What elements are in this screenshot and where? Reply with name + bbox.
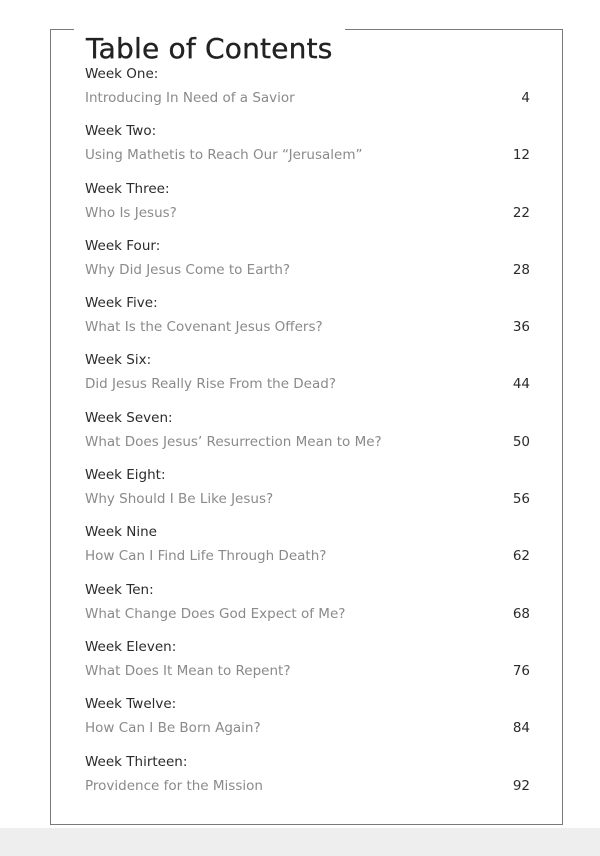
toc-list: [84, 62, 532, 807]
week-label: Week Nine: [85, 524, 157, 541]
page-number: 76: [512, 662, 530, 679]
toc-entry[interactable]: [84, 750, 532, 807]
week-label: Week Five:: [85, 295, 158, 312]
toc-entry[interactable]: [84, 177, 532, 234]
page-number: 92: [512, 777, 530, 794]
toc-entry[interactable]: [84, 463, 532, 520]
chapter-title: What Change Does God Expect of Me?: [85, 605, 346, 622]
page-number: 4: [521, 90, 530, 106]
week-label: Week Two:: [85, 123, 157, 140]
page-number: 62: [512, 548, 530, 565]
week-label: Week Twelve:: [85, 696, 177, 713]
page-number: 56: [512, 491, 530, 508]
page-title: Table of Contents: [74, 29, 345, 69]
toc-entry[interactable]: [84, 291, 532, 348]
week-label: Week Four:: [85, 237, 161, 254]
page-number: 50: [512, 433, 530, 450]
week-label: Week One:: [85, 66, 159, 82]
page-number: 84: [512, 720, 530, 737]
toc-entry[interactable]: [84, 692, 532, 749]
chapter-title: Did Jesus Really Rise From the Dead?: [85, 376, 336, 393]
toc-entry[interactable]: [84, 348, 532, 405]
page-number: 22: [512, 204, 530, 221]
week-label: Week Eight:: [85, 467, 166, 484]
page-number: 28: [512, 261, 530, 278]
week-label: Week Six:: [85, 352, 152, 369]
toc-entry[interactable]: [84, 578, 532, 635]
chapter-title: Introducing In Need of a Savior: [85, 90, 295, 106]
chapter-title: Who Is Jesus?: [85, 204, 177, 221]
toc-entry[interactable]: [84, 635, 532, 692]
toc-entry[interactable]: [84, 62, 532, 119]
chapter-title: Why Should I Be Like Jesus?: [85, 491, 274, 508]
week-label: Week Eleven:: [85, 638, 177, 655]
week-label: Week Ten:: [85, 581, 154, 598]
chapter-title: Using Mathetis to Reach Our “Jerusalem”: [85, 147, 363, 164]
chapter-title: How Can I Find Life Through Death?: [85, 548, 327, 565]
week-label: Week Thirteen:: [85, 753, 188, 770]
week-label: Week Seven:: [85, 409, 173, 426]
page-bottom-background: [0, 828, 600, 856]
toc-entry[interactable]: [84, 520, 532, 577]
chapter-title: Why Did Jesus Come to Earth?: [85, 261, 291, 278]
page-number: 44: [512, 376, 530, 393]
chapter-title: What Does Jesus’ Resurrection Mean to Me?: [85, 433, 382, 450]
toc-entry[interactable]: [84, 119, 532, 176]
page-number: 68: [512, 605, 530, 622]
chapter-title: Providence for the Mission: [85, 777, 263, 794]
chapter-title: What Does It Mean to Repent?: [85, 662, 291, 679]
page-number: 36: [512, 319, 530, 336]
toc-entry[interactable]: [84, 234, 532, 291]
page-number: 12: [512, 147, 530, 164]
toc-entry[interactable]: [84, 406, 532, 463]
chapter-title: How Can I Be Born Again?: [85, 720, 261, 737]
week-label: Week Three:: [85, 180, 170, 197]
chapter-title: What Is the Covenant Jesus Offers?: [85, 319, 323, 336]
